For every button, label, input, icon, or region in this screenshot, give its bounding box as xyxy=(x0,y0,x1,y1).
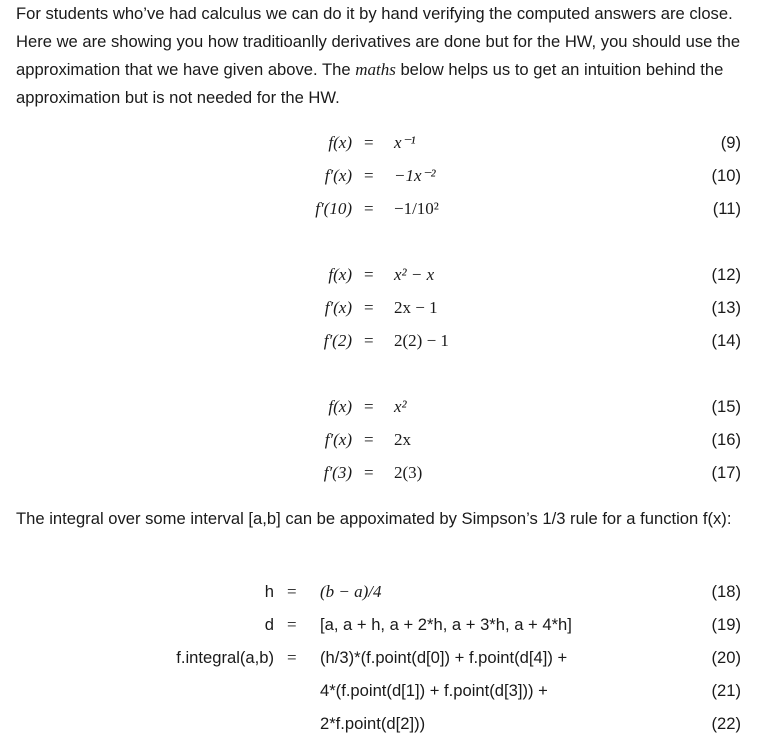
equation-relation: = xyxy=(287,615,297,634)
equation-rhs: 2*f.point(d[2])) xyxy=(320,714,426,733)
equation-relation: = xyxy=(364,199,374,218)
equation-21 xyxy=(0,674,778,707)
equation-number: (21) xyxy=(711,681,741,700)
equation-number: (16) xyxy=(711,430,741,449)
equation-lhs: h xyxy=(264,582,274,601)
equation-lhs: f(x) xyxy=(328,397,352,416)
equation-number: (9) xyxy=(720,133,741,152)
equation-rhs: x⁻¹ xyxy=(394,133,416,152)
equation-number: (15) xyxy=(711,397,741,416)
intro-text-2: below helps us to get an intuition behind the approximation but is not needed for the HW. xyxy=(16,60,724,107)
equation-rhs: x² xyxy=(394,397,407,416)
equation-22 xyxy=(0,707,778,740)
equation-rhs: [a, a + h, a + 2*h, a + 3*h, a + 4*h] xyxy=(320,615,572,634)
equation-lhs: f(x) xyxy=(328,265,352,284)
equation-rhs: −1/10² xyxy=(394,199,439,218)
intro-paragraph xyxy=(16,0,744,112)
equation-relation: = xyxy=(287,582,297,601)
equation-number: (10) xyxy=(711,166,741,185)
equation-rhs: 4*(f.point(d[1]) + f.point(d[3])) + xyxy=(320,681,548,700)
equation-relation: = xyxy=(364,265,374,284)
equation-number: (13) xyxy=(711,298,741,317)
equation-12 xyxy=(0,258,778,291)
equation-10 xyxy=(0,159,778,192)
equation-lhs: f′(10) xyxy=(315,199,352,218)
equation-17 xyxy=(0,456,778,489)
equation-lhs: f′(2) xyxy=(323,331,352,350)
equation-number: (14) xyxy=(711,331,741,350)
equation-relation: = xyxy=(364,430,374,449)
equation-relation: = xyxy=(364,166,374,185)
equation-lhs: f′(x) xyxy=(324,298,352,317)
equation-16 xyxy=(0,423,778,456)
equation-rhs: 2x xyxy=(394,430,411,449)
equation-number: (12) xyxy=(711,265,741,284)
equation-14 xyxy=(0,324,778,357)
equation-20 xyxy=(0,641,778,674)
equation-number: (11) xyxy=(712,199,741,218)
equation-lhs: f′(x) xyxy=(324,430,352,449)
equation-lhs: d xyxy=(264,615,274,634)
equation-relation: = xyxy=(364,331,374,350)
intro-text-1: For students who’ve had calculus we can do it by hand verifying the computed answers are close. Here we are showing you how traditioanlly derivatives are done but for the HW, you should use the approximation that we have given above. The xyxy=(16,4,741,79)
equation-lhs: f′(x) xyxy=(324,166,352,185)
equation-number: (19) xyxy=(711,615,741,634)
equation-rhs: (h/3)*(f.point(d[0]) + f.point(d[4]) + xyxy=(320,648,568,667)
equation-relation: = xyxy=(287,648,297,667)
equation-9 xyxy=(0,126,778,159)
equation-rhs: 2(2) − 1 xyxy=(394,331,449,350)
equation-rhs: (b − a)/4 xyxy=(320,582,382,601)
equation-rhs: 2(3) xyxy=(394,463,423,482)
equation-number: (17) xyxy=(711,463,741,482)
maths-word: maths xyxy=(355,60,396,79)
equation-relation: = xyxy=(364,133,374,152)
equation-relation: = xyxy=(364,397,374,416)
equation-lhs: f.integral(a,b) xyxy=(176,648,274,667)
equation-lhs: f(x) xyxy=(328,133,352,152)
equation-number: (22) xyxy=(711,714,741,733)
equation-lhs: f′(3) xyxy=(323,463,352,482)
equation-15 xyxy=(0,390,778,423)
equation-11 xyxy=(0,192,778,225)
equation-number: (20) xyxy=(711,648,741,667)
equation-18 xyxy=(0,575,778,608)
equation-13 xyxy=(0,291,778,324)
equation-rhs: x² − x xyxy=(394,265,435,284)
equation-19 xyxy=(0,608,778,641)
equation-rhs: −1x⁻² xyxy=(394,166,436,185)
equation-rhs: 2x − 1 xyxy=(394,298,438,317)
equation-number: (18) xyxy=(711,582,741,601)
simpson-intro: The integral over some interval [a,b] can be appoximated by Simpson’s 1/3 rule for a function f(x): xyxy=(16,509,732,528)
equation-relation: = xyxy=(364,298,374,317)
equation-relation: = xyxy=(364,463,374,482)
